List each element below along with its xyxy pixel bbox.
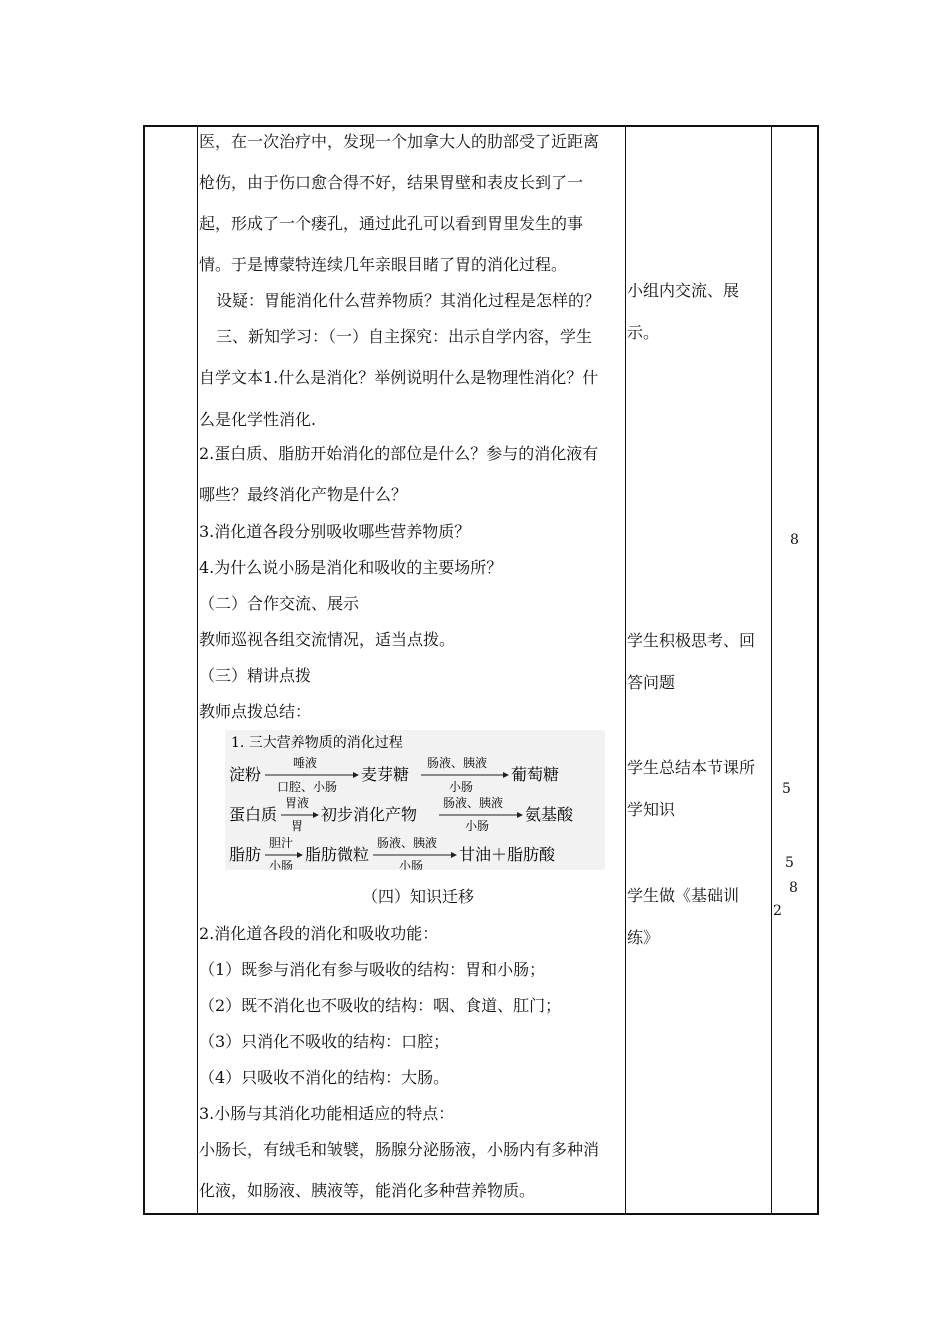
column-divider bbox=[197, 127, 198, 1213]
activity-line: 示。 bbox=[627, 323, 660, 342]
content-line: （1）既参与消化有参与吸收的结构：胃和小肠； bbox=[199, 960, 546, 979]
activity-line: 学生做《基础训 bbox=[627, 886, 740, 905]
content-line: 么是化学性消化. bbox=[199, 410, 317, 429]
digestion-diagram bbox=[225, 730, 605, 870]
diagram-label: 肠液、胰液 bbox=[427, 756, 488, 770]
diagram-fat: 脂肪 bbox=[229, 845, 262, 864]
activity-line: 学知识 bbox=[627, 800, 676, 819]
diagram-protein: 蛋白质 bbox=[229, 805, 278, 824]
diagram-label: 胃 bbox=[291, 819, 304, 833]
diagram-label: 小肠 bbox=[399, 859, 424, 870]
diagram-title: 1. 三大营养物质的消化过程 bbox=[231, 735, 403, 751]
content-line: 化液，如肠液、胰液等，能消化多种营养物质。 bbox=[199, 1181, 536, 1200]
content-line: 自学文本1.什么是消化？举例说明什么是物理性消化？什 bbox=[199, 368, 599, 387]
activity-line: 学生总结本节课所 bbox=[627, 758, 756, 777]
diagram-glucose: 葡萄糖 bbox=[511, 765, 560, 784]
content-line: 情。于是博蒙特连续几年亲眼目睹了胃的消化过程。 bbox=[199, 255, 568, 274]
diagram-glycerol-fatty-acid: 甘油＋脂肪酸 bbox=[459, 845, 556, 864]
content-line: 教师点拨总结： bbox=[199, 702, 312, 721]
activity-line: 小组内交流、展 bbox=[627, 281, 740, 300]
content-line: 小肠长，有绒毛和皱襞，肠腺分泌肠液，小肠内有多种消 bbox=[199, 1140, 600, 1159]
time-value: 2 bbox=[773, 903, 782, 919]
lesson-table bbox=[143, 125, 819, 1215]
content-line: 4.为什么说小肠是消化和吸收的主要场所？ bbox=[199, 558, 503, 577]
diagram-label: 小肠 bbox=[269, 859, 294, 870]
diagram-fat-droplet: 脂肪微粒 bbox=[305, 845, 370, 864]
activity-line: 练》 bbox=[627, 928, 660, 947]
time-value: 8 bbox=[790, 532, 799, 548]
section-heading: （三）精讲点拨 bbox=[199, 666, 312, 685]
section-heading: （二）合作交流、展示 bbox=[199, 594, 360, 613]
diagram-maltose: 麦芽糖 bbox=[361, 765, 410, 784]
diagram-label: 唾液 bbox=[293, 756, 318, 770]
time-value: 5 bbox=[785, 855, 794, 871]
content-line: 教师巡视各组交流情况，适当点拨。 bbox=[199, 630, 456, 649]
content-line: 2.蛋白质、脂肪开始消化的部位是什么？参与的消化液有 bbox=[199, 444, 599, 463]
content-line: （4）只吸收不消化的结构：大肠。 bbox=[199, 1068, 450, 1087]
content-line: 3.小肠与其消化功能相适应的特点： bbox=[199, 1104, 455, 1123]
diagram-amino-acid: 氨基酸 bbox=[525, 805, 574, 824]
content-line: 医，在一次治疗中，发现一个加拿大人的肋部受了近距离 bbox=[199, 132, 600, 151]
diagram-starch: 淀粉 bbox=[229, 765, 262, 784]
diagram-label: 小肠 bbox=[449, 780, 474, 794]
column-divider bbox=[625, 127, 626, 1213]
content-line: （2）既不消化也不吸收的结构：咽、食道、肛门； bbox=[199, 996, 562, 1015]
section-heading: （四）知识迁移 bbox=[362, 887, 475, 906]
time-value: 8 bbox=[789, 880, 798, 896]
content-line: 2.消化道各段的消化和吸收功能： bbox=[199, 924, 439, 943]
content-line: 3.消化道各段分别吸收哪些营养物质？ bbox=[199, 522, 471, 541]
diagram-label: 口腔、小肠 bbox=[277, 780, 338, 794]
activity-line: 答问题 bbox=[627, 673, 676, 692]
diagram-label: 胆汁 bbox=[269, 836, 294, 850]
diagram-label: 肠液、胰液 bbox=[443, 796, 504, 810]
content-line: 起，形成了一个瘘孔，通过此孔可以看到胃里发生的事 bbox=[199, 214, 584, 233]
question-line: 设疑：胃能消化什么营养物质？其消化过程是怎样的？ bbox=[216, 291, 601, 310]
section-heading: 三、新知学习：（一）自主探究：出示自学内容，学生 bbox=[216, 327, 593, 346]
content-line: 枪伤，由于伤口愈合得不好，结果胃壁和表皮长到了一 bbox=[199, 173, 584, 192]
diagram-label: 胃液 bbox=[285, 796, 310, 810]
time-value: 5 bbox=[782, 781, 791, 797]
column-divider bbox=[771, 127, 772, 1213]
content-line: （3）只消化不吸收的结构：口腔； bbox=[199, 1032, 450, 1051]
diagram-partial-product: 初步消化产物 bbox=[321, 805, 418, 824]
activity-line: 学生积极思考、回 bbox=[627, 631, 756, 650]
diagram-label: 肠液、胰液 bbox=[377, 836, 438, 850]
content-line: 哪些？最终消化产物是什么？ bbox=[199, 485, 408, 504]
diagram-label: 小肠 bbox=[465, 819, 490, 833]
